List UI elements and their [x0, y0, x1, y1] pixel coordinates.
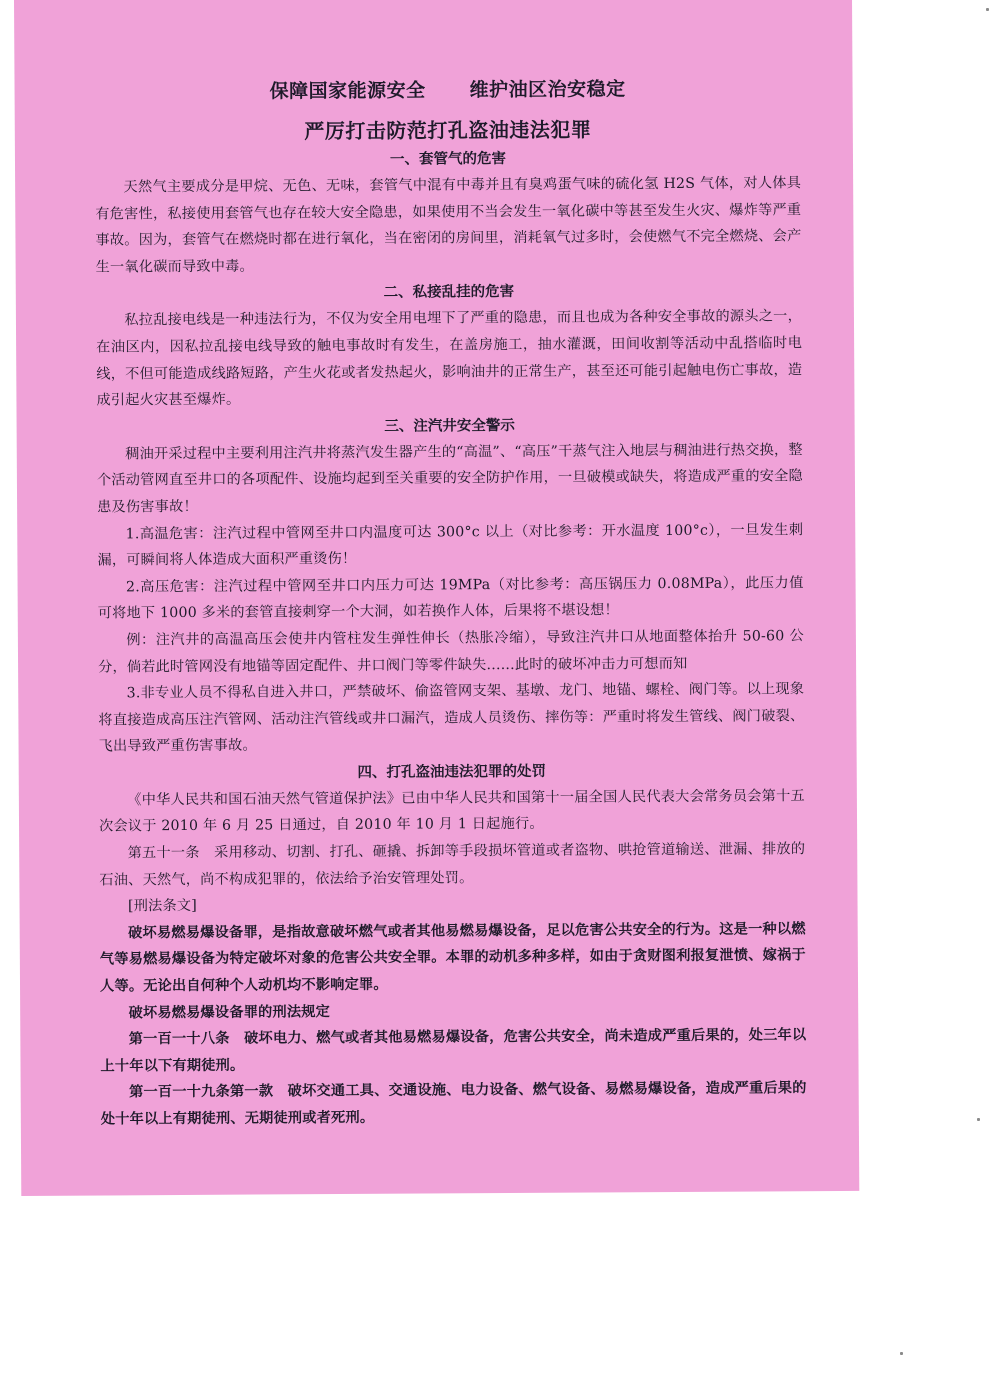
paragraph: 私拉乱接电线是一种违法行为，不仅为安全用电埋下了严重的隐患，而且也成为各种安全事故的源头之一，在油区内，因私拉乱接电线导致的触电事故时有发生，在盖房施工，抽水灌溉，田间收割等活动中乱搭临时电线，不但可能造成线路短路，产生火花或者发热起火，影响油井的正常生产，甚至还可能引起触电伤亡事故，造成引起火灾甚至爆炸。: [96, 308, 803, 409]
title-line-2: 严厉打击防范打孔盗油违法犯罪: [304, 117, 592, 144]
paragraph: 第一百一十九条第一款 破坏交通工具、交通设施、电力设备、燃气设备、易燃易爆设备，造成严重后果的处十年以上有期徒刑、无期徒刑或者死刑。: [100, 1080, 807, 1128]
section-heading-1: 一、套管气的危害: [389, 150, 507, 168]
paragraph: 《中华人民共和国石油天然气管道保护法》已由中华人民共和国第十一届全国人民代表大会常务员会第十五次会议于 2010 年 6 月 25 日通过，自 2010 年 10 月 1 日起施行。: [99, 788, 805, 835]
paragraph: 稠油开采过程中主要利用注汽井将蒸汽发生器产生的“高温”、“高压”干蒸气注入地层与稠油进行热交换，整个活动管网直至井口的各项配件、设施均起到至关重要的安全防护作用，一旦破模或缺失，将造成严重的安全隐患及伤害事故！: [96, 441, 803, 516]
title-left: 保障国家能源安全: [269, 79, 426, 103]
scan-speck: [977, 1118, 980, 1121]
paragraph: 破坏易燃易爆设备罪，是指故意破坏燃气或者其他易燃易爆设备，足以危害公共安全的行为。这是一种以燃气等易燃易爆设备为特定破坏对象的危害公共安全罪。本罪的动机多种多样，如由于贪财图利报复泄愤、嫁祸于人等。无论出自何种个人动机均不影响定罪。: [99, 921, 806, 995]
title-line-1: [94, 73, 800, 104]
paragraph: 天然气主要成分是甲烷、无色、无味，套管气中混有中毒并且有臭鸡蛋气味的硫化氢 H2S 气体，对人体具有危害性，私接使用套管气也存在较大安全隐患，如果使用不当会发生一氧化碳中等甚至发生火灾、爆炸等严重事故。因为，套管气在燃烧时都在进行氧化，当在密闭的房间里，消耗氧气过多时，会使燃气不完全燃烧、会产生一氧化碳而导致中毒。: [95, 175, 802, 276]
section-heading-3: 三、注汽井安全警示: [384, 417, 515, 435]
section-heading-2: 二、私接乱挂的危害: [383, 284, 515, 302]
paragraph: 第一百一十八条 破坏电力、燃气或者其他易燃易爆设备，危害公共安全，尚未造成严重后果的，处三年以上十年以下有期徒刑。: [100, 1027, 807, 1075]
section-heading-4: 四、打孔盗油违法犯罪的处罚: [357, 763, 547, 781]
criminal-law-label: [刑法条文]: [127, 898, 198, 915]
paragraph: 第五十一条 采用移动、切割、打孔、砸撬、拆卸等手段损坏管道或者盗物、哄抢管道输送、泄漏、排放的石油、天然气，尚不构成犯罪的，依法给予治安管理处罚。: [99, 841, 806, 889]
paragraph: 2.高压危害：注汽过程中管网至井口内压力可达 19MPa（对比参考：高压锅压力 0.08MPa），此压力值可将地下 1000 多米的套管直接刺穿一个大洞，如若换作人体，后果将不堪设想！: [97, 574, 804, 622]
title-right: 维护油区治安稳定: [469, 78, 626, 102]
paragraph: 3.非专业人员不得私自进入井口，严禁破坏、偷盗管网支架、基墩、龙门、地锚、螺栓、阀门等。以上现象将直接造成高压注汽管网、活动注汽管线或井口漏汽，造成人员烫伤、摔伤等：严重时将发生管线、阀门破裂、飞出导致严重伤害事故。: [98, 681, 805, 755]
paragraph: 破坏易燃易爆设备罪的刑法规定: [128, 1003, 331, 1021]
paragraph: 1.高温危害：注汽过程中管网至井口内温度可达 300°c 以上（对比参考：开水温度 100°c），一旦发生刺漏，可瞬间将人体造成大面积严重烫伤！: [97, 521, 804, 569]
scan-speck: [986, 8, 989, 11]
scan-speck: [900, 1352, 903, 1355]
pink-flyer-sheet: [14, 0, 859, 1196]
paragraph: 例：注汽井的高温高压会使井内管柱发生弹性伸长（热胀冷缩），导致注汽井口从地面整体抬升 50-60 公分，倘若此时管网没有地锚等固定配件、井口阀门等零件缺失......此时的破坏冲击力可想而知: [98, 628, 804, 675]
